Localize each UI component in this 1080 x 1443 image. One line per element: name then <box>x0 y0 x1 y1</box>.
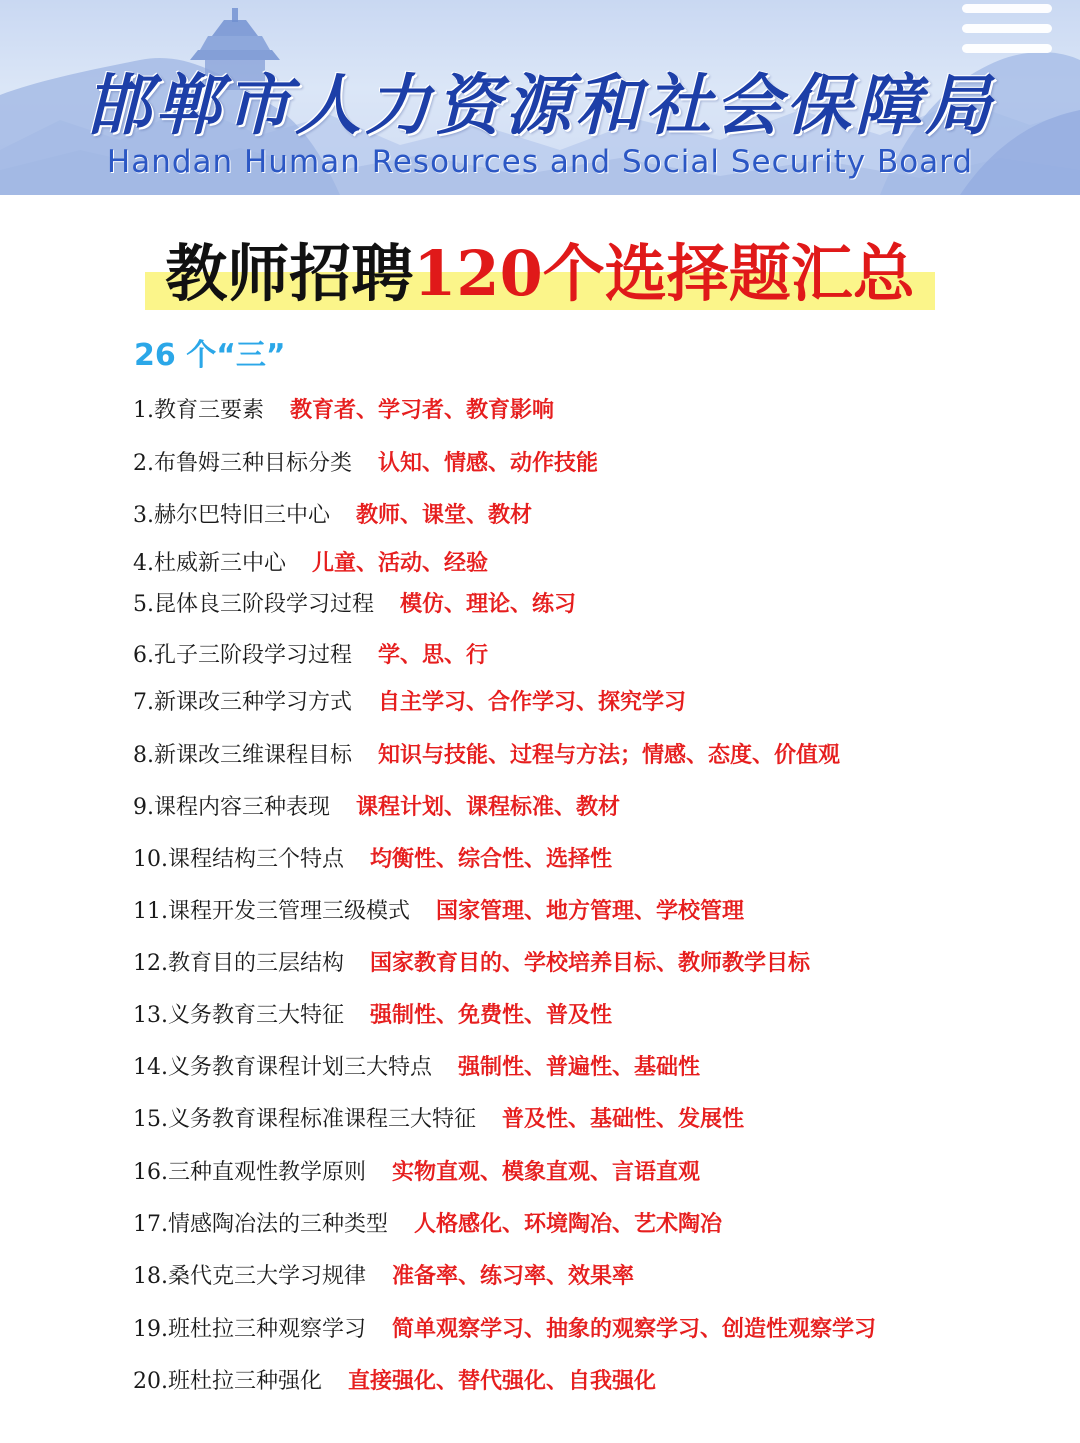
item-answer: 学、思、行 <box>378 643 489 668</box>
item-label: 15.义务教育课程标准课程三大特征 <box>133 1107 476 1132</box>
item-answer: 均衡性、综合性、选择性 <box>370 847 613 872</box>
list-item <box>133 897 744 927</box>
item-label: 7.新课改三种学习方式 <box>133 690 352 715</box>
list-item <box>133 1158 700 1188</box>
item-label: 14.义务教育课程计划三大特点 <box>133 1055 432 1080</box>
item-answer: 教育者、学习者、教育影响 <box>290 398 555 423</box>
item-label: 4.杜威新三中心 <box>133 551 286 576</box>
item-label: 6.孔子三阶段学习过程 <box>133 643 352 668</box>
item-label: 20.班杜拉三种强化 <box>133 1369 322 1394</box>
item-label: 13.义务教育三大特征 <box>133 1003 344 1028</box>
item-answer: 知识与技能、过程与方法；情感、态度、价值观 <box>378 743 841 768</box>
list-item <box>133 793 620 823</box>
item-answer: 儿童、活动、经验 <box>312 551 489 576</box>
list-item <box>133 1001 612 1031</box>
item-answer: 简单观察学习、抽象的观察学习、创造性观察学习 <box>392 1317 877 1342</box>
list-item <box>133 1315 876 1345</box>
list-item <box>133 1053 700 1083</box>
list-item <box>133 845 612 875</box>
list-item <box>133 449 598 479</box>
item-label: 11.课程开发三管理三级模式 <box>133 899 410 924</box>
item-label: 3.赫尔巴特旧三中心 <box>133 503 330 528</box>
item-answer: 强制性、免费性、普及性 <box>370 1003 613 1028</box>
header-banner <box>0 0 1080 195</box>
item-answer: 教师、课堂、教材 <box>356 503 533 528</box>
item-answer: 国家管理、地方管理、学校管理 <box>436 899 745 924</box>
item-label: 19.班杜拉三种观察学习 <box>133 1317 366 1342</box>
item-answer: 模仿、理论、练习 <box>400 592 577 617</box>
item-label: 10.课程结构三个特点 <box>133 847 344 872</box>
item-answer: 强制性、普遍性、基础性 <box>458 1055 701 1080</box>
item-answer: 人格感化、环境陶冶、艺术陶冶 <box>414 1212 723 1237</box>
item-answer: 实物直观、模象直观、言语直观 <box>392 1160 701 1185</box>
list-item <box>133 501 532 531</box>
item-answer: 认知、情感、动作技能 <box>378 451 599 476</box>
item-label: 8.新课改三维课程目标 <box>133 743 352 768</box>
list-item <box>133 549 488 579</box>
list-item <box>133 1367 656 1397</box>
item-label: 17.情感陶冶法的三种类型 <box>133 1212 388 1237</box>
item-answer: 自主学习、合作学习、探究学习 <box>378 690 687 715</box>
list-item <box>133 590 576 620</box>
list-item <box>133 741 840 771</box>
item-answer: 普及性、基础性、发展性 <box>502 1107 745 1132</box>
item-answer: 国家教育目的、学校培养目标、教师教学目标 <box>370 951 811 976</box>
item-answer: 准备率、练习率、效果率 <box>392 1264 635 1289</box>
section-label: 26 个“三” <box>134 338 286 373</box>
list-item <box>133 949 810 979</box>
title-part-1: 教师招聘 <box>165 237 414 310</box>
menu-icon[interactable] <box>962 4 1052 56</box>
list-item <box>133 1262 634 1292</box>
item-answer: 课程计划、课程标准、教材 <box>356 795 621 820</box>
list-item <box>133 1210 722 1240</box>
banner-title: 邯郸市人力资源和社会保障局 <box>85 66 995 144</box>
list-item <box>133 641 488 671</box>
item-label: 18.桑代克三大学习规律 <box>133 1264 366 1289</box>
list-item <box>133 688 686 718</box>
list-item <box>133 1105 744 1135</box>
list-item <box>133 396 554 426</box>
banner-subtitle: Handan Human Resources and Social Security Board <box>106 144 974 180</box>
item-label: 12.教育目的三层结构 <box>133 951 344 976</box>
item-label: 9.课程内容三种表现 <box>133 795 330 820</box>
title-part-2: 120个选择题汇总 <box>413 237 915 310</box>
item-answer: 直接强化、替代强化、自我强化 <box>348 1369 657 1394</box>
item-label: 5.昆体良三阶段学习过程 <box>133 592 374 617</box>
page-title <box>145 232 935 317</box>
item-label: 2.布鲁姆三种目标分类 <box>133 451 352 476</box>
item-label: 16.三种直观性教学原则 <box>133 1160 366 1185</box>
item-label: 1.教育三要素 <box>133 398 264 423</box>
